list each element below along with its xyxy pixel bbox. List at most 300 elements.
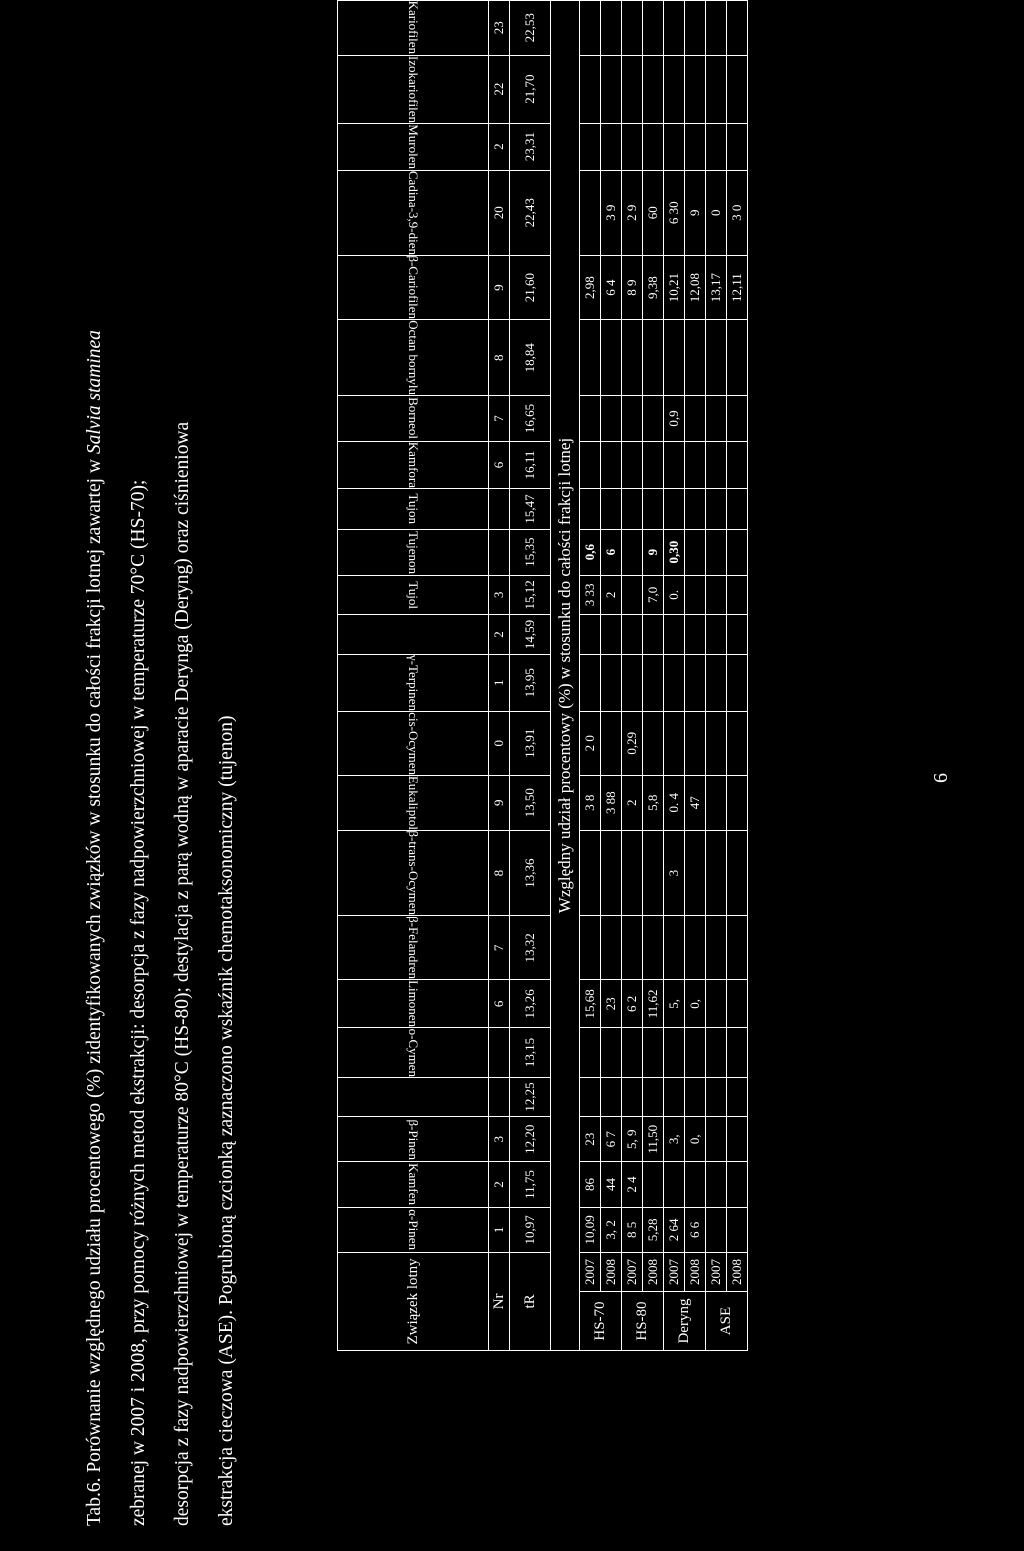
value-cell: 0,9	[664, 396, 685, 442]
compound-name	[338, 320, 489, 396]
value-cell	[727, 1117, 748, 1162]
value-cell: 2 64	[664, 1207, 685, 1252]
value-cell	[664, 1028, 685, 1077]
value-cell	[622, 615, 643, 655]
compound-name-text: Murolen	[406, 124, 421, 170]
compound-name	[338, 441, 489, 489]
value-cell	[622, 123, 643, 170]
value-cell	[601, 396, 622, 442]
compound-name	[338, 123, 489, 170]
tr-cell: 22,53	[510, 1, 551, 56]
method-label: HS-80	[622, 1292, 664, 1351]
tr-cell: 12,20	[510, 1117, 551, 1162]
tr-cell: 13,91	[510, 711, 551, 775]
value-cell: 3 0	[727, 170, 748, 255]
nr-cell: 8	[489, 830, 510, 916]
value-cell: 3	[664, 830, 685, 916]
value-cell	[664, 123, 685, 170]
value-cell	[727, 654, 748, 711]
year-cell: 2008	[643, 1252, 664, 1291]
caption-line-1: Tab.6. Porównanie względnego udziału procentowego (%) zidentyfikowanych związków w stosunku do całości frakcji lotnej zawartej w Salvia staminea	[84, 330, 105, 1526]
value-cell	[727, 529, 748, 575]
nr-cell: 6	[489, 441, 510, 489]
table-row	[643, 1, 664, 1351]
value-cell	[601, 1028, 622, 1077]
compound-name	[338, 489, 489, 529]
value-cell	[727, 980, 748, 1028]
value-cell	[643, 396, 664, 442]
compound-name	[338, 1207, 489, 1252]
compound-name-text: γ-Terpinen	[406, 654, 421, 711]
value-cell: 3 88	[601, 775, 622, 830]
value-cell	[664, 711, 685, 775]
section-row	[551, 1, 580, 1351]
value-cell	[622, 916, 643, 980]
value-cell: 9,38	[643, 255, 664, 320]
value-cell	[580, 441, 601, 489]
value-cell	[622, 529, 643, 575]
table-row	[706, 1, 727, 1351]
value-cell	[685, 396, 706, 442]
value-cell: 0,29	[622, 711, 643, 775]
value-cell	[706, 1162, 727, 1208]
tr-cell: 21,70	[510, 55, 551, 123]
value-cell: 0. 4	[664, 775, 685, 830]
compound-name	[338, 615, 489, 655]
nr-cell	[489, 1028, 510, 1077]
tr-cell: 16,11	[510, 441, 551, 489]
year-cell: 2007	[706, 1252, 727, 1291]
value-cell	[706, 654, 727, 711]
caption-line-2: zebranej w 2007 i 2008, przy pomocy różnych metod ekstrakcji: desorpcja z fazy nadpowierzchniowej w temperaturze 70°C (HS-70);	[128, 479, 149, 1526]
value-cell	[727, 441, 748, 489]
compound-name	[338, 1028, 489, 1077]
tr-cell: 13,95	[510, 654, 551, 711]
value-cell	[643, 441, 664, 489]
value-cell: 5,	[664, 980, 685, 1028]
value-cell	[685, 529, 706, 575]
value-cell	[643, 1, 664, 56]
value-cell	[643, 1162, 664, 1208]
value-cell: 0,	[685, 980, 706, 1028]
value-cell: 9	[685, 170, 706, 255]
compound-name-text: Octan bornylu	[406, 320, 421, 396]
compound-name-text: α-Pinen	[406, 1209, 421, 1251]
value-cell	[727, 1028, 748, 1077]
header-label: Związek lotny	[338, 1252, 489, 1350]
tr-cell: 21,60	[510, 255, 551, 320]
compound-name-text: Tujon	[406, 493, 421, 525]
tr-cell: 15,47	[510, 489, 551, 529]
value-cell	[685, 320, 706, 396]
table-row	[727, 1, 748, 1351]
tr-cell: 13,32	[510, 916, 551, 980]
value-cell: 3 33	[580, 575, 601, 615]
tr-cell: 16,65	[510, 396, 551, 442]
compound-name	[338, 830, 489, 916]
nr-cell: 1	[489, 654, 510, 711]
value-cell: 9	[643, 529, 664, 575]
value-cell	[685, 123, 706, 170]
value-cell: 8 9	[622, 255, 643, 320]
value-cell	[706, 489, 727, 529]
value-cell: 10,21	[664, 255, 685, 320]
value-cell: 6 4	[601, 255, 622, 320]
value-cell	[685, 575, 706, 615]
value-cell: 6 7	[601, 1117, 622, 1162]
value-cell	[601, 489, 622, 529]
tr-cell: 13,50	[510, 775, 551, 830]
value-cell	[664, 320, 685, 396]
value-cell: 3,	[664, 1117, 685, 1162]
year-cell: 2008	[685, 1252, 706, 1291]
tr-cell: 14,59	[510, 615, 551, 655]
nr-cell: 3	[489, 1117, 510, 1162]
value-cell: 6 2	[622, 980, 643, 1028]
value-cell	[706, 1, 727, 56]
value-cell	[643, 1028, 664, 1077]
nr-row	[489, 1, 510, 1351]
compound-name	[338, 255, 489, 320]
value-cell	[706, 1077, 727, 1117]
value-cell: 23	[580, 1117, 601, 1162]
value-cell	[580, 830, 601, 916]
year-cell: 2008	[727, 1252, 748, 1291]
value-cell: 0,6	[580, 529, 601, 575]
value-cell	[727, 916, 748, 980]
compound-table	[337, 0, 748, 1351]
nr-cell: 8	[489, 320, 510, 396]
caption-line-4: ekstrakcja cieczowa (ASE). Pogrubioną czcionką zaznaczono wskaźnik chemotaksonomiczny (tujenon)	[216, 715, 237, 1526]
value-cell	[664, 615, 685, 655]
year-cell: 2007	[664, 1252, 685, 1291]
value-cell: 6 30	[664, 170, 685, 255]
tr-cell: 13,36	[510, 830, 551, 916]
value-cell	[727, 711, 748, 775]
value-cell	[727, 1207, 748, 1252]
compound-name-text: Izokariofilen	[406, 55, 421, 123]
table-row	[601, 1, 622, 1351]
value-cell: 12,11	[727, 255, 748, 320]
tr-cell: 22,43	[510, 170, 551, 255]
header-row	[338, 1, 489, 1351]
compound-name	[338, 396, 489, 442]
value-cell: 0,30	[664, 529, 685, 575]
compound-name-text: Eukaliptol	[406, 775, 421, 830]
value-cell: 2	[622, 775, 643, 830]
value-cell	[643, 55, 664, 123]
value-cell	[643, 654, 664, 711]
compound-name	[338, 654, 489, 711]
compound-name	[338, 980, 489, 1028]
tr-cell: 18,84	[510, 320, 551, 396]
tr-cell: 15,35	[510, 529, 551, 575]
value-cell: 86	[580, 1162, 601, 1208]
value-cell	[685, 615, 706, 655]
value-cell	[601, 711, 622, 775]
value-cell	[706, 916, 727, 980]
value-cell: 15,68	[580, 980, 601, 1028]
value-cell	[622, 55, 643, 123]
year-cell: 2008	[601, 1252, 622, 1291]
value-cell	[643, 123, 664, 170]
compound-name-text: Tujenon	[406, 530, 421, 574]
value-cell: 44	[601, 1162, 622, 1208]
value-cell	[622, 489, 643, 529]
value-cell	[685, 1162, 706, 1208]
value-cell: 0,	[685, 1117, 706, 1162]
value-cell	[727, 123, 748, 170]
compound-name	[338, 529, 489, 575]
tr-cell: 13,26	[510, 980, 551, 1028]
tr-cell: 12,25	[510, 1077, 551, 1117]
nr-cell: 9	[489, 255, 510, 320]
section-title: Względny udział procentowy (%) w stosunku do całości frakcji lotnej	[551, 1, 580, 1351]
nr-cell: 6	[489, 980, 510, 1028]
compound-name-text: Limonen	[406, 980, 421, 1028]
method-label: ASE	[706, 1292, 748, 1351]
value-cell	[643, 711, 664, 775]
compound-name-text: Cadina-3,9-dien	[406, 170, 421, 255]
tr-cell: 11,75	[510, 1162, 551, 1208]
page-number: 6	[930, 773, 952, 783]
value-cell: 11,50	[643, 1117, 664, 1162]
nr-cell: 23	[489, 1, 510, 56]
value-cell	[622, 1028, 643, 1077]
value-cell	[601, 320, 622, 396]
tr-cell: 23,31	[510, 123, 551, 170]
value-cell	[643, 830, 664, 916]
value-cell	[580, 170, 601, 255]
compound-name	[338, 1, 489, 56]
value-cell	[685, 1, 706, 56]
value-cell: 8 5	[622, 1207, 643, 1252]
compound-name	[338, 1162, 489, 1208]
year-cell: 2007	[622, 1252, 643, 1291]
value-cell	[643, 615, 664, 655]
method-label: Deryng	[664, 1292, 706, 1351]
value-cell	[685, 55, 706, 123]
nr-cell	[489, 529, 510, 575]
value-cell	[580, 1028, 601, 1077]
value-cell	[706, 441, 727, 489]
value-cell: 5,28	[643, 1207, 664, 1252]
nr-cell: 2	[489, 123, 510, 170]
nr-cell: 2	[489, 1162, 510, 1208]
nr-cell	[489, 1077, 510, 1117]
value-cell	[706, 775, 727, 830]
compound-name-text: β-Cariofilen	[406, 255, 421, 320]
value-cell: 2 4	[622, 1162, 643, 1208]
tr-label: tR	[510, 1252, 551, 1350]
value-cell	[706, 1207, 727, 1252]
value-cell	[622, 1077, 643, 1117]
value-cell	[622, 1, 643, 56]
value-cell	[601, 916, 622, 980]
value-cell	[727, 396, 748, 442]
value-cell	[580, 489, 601, 529]
value-cell	[622, 575, 643, 615]
value-cell: 3 9	[601, 170, 622, 255]
compound-name-text: o-Cymen	[406, 1028, 421, 1077]
compound-name-text: Borneol	[406, 397, 421, 440]
value-cell: 12,08	[685, 255, 706, 320]
compound-name-text: β-Felandren	[406, 916, 421, 980]
method-label: HS-70	[580, 1292, 622, 1351]
nr-cell: 0	[489, 711, 510, 775]
value-cell	[643, 320, 664, 396]
value-cell	[727, 1077, 748, 1117]
compound-name	[338, 1077, 489, 1117]
tr-cell: 13,15	[510, 1028, 551, 1077]
compound-name-text: Kamfora	[406, 441, 421, 489]
value-cell	[727, 1, 748, 56]
caption-line-3: desorpcja z fazy nadpowierzchniowej w temperaturze 80°C (HS-80); destylacja z parą wodną w aparacie Derynga (Deryng) oraz ciśnieniowa	[172, 421, 193, 1526]
value-cell	[664, 489, 685, 529]
value-cell	[664, 1077, 685, 1117]
value-cell	[685, 654, 706, 711]
value-cell: 0	[706, 170, 727, 255]
compound-name-text: Kariofilen	[406, 1, 421, 55]
value-cell: 11,62	[643, 980, 664, 1028]
value-cell	[664, 1, 685, 56]
table-row	[685, 1, 706, 1351]
compound-name-text: Kamfen	[406, 1163, 421, 1206]
nr-cell: 2	[489, 615, 510, 655]
value-cell: 5, 9	[622, 1117, 643, 1162]
value-cell	[580, 320, 601, 396]
value-cell: 60	[643, 170, 664, 255]
nr-cell: 3	[489, 575, 510, 615]
value-cell	[601, 654, 622, 711]
nr-cell: 7	[489, 396, 510, 442]
value-cell	[580, 1, 601, 56]
value-cell	[580, 615, 601, 655]
value-cell: 3, 2	[601, 1207, 622, 1252]
compound-name-text: β-trans-Ocymen	[406, 830, 421, 916]
nr-cell: 20	[489, 170, 510, 255]
value-cell	[685, 916, 706, 980]
table-row	[664, 1, 685, 1351]
value-cell	[601, 830, 622, 916]
value-cell	[706, 396, 727, 442]
value-cell	[685, 830, 706, 916]
value-cell	[580, 916, 601, 980]
value-cell	[685, 441, 706, 489]
value-cell	[601, 1, 622, 56]
value-cell: 23	[601, 980, 622, 1028]
value-cell	[622, 654, 643, 711]
value-cell: 10,09	[580, 1207, 601, 1252]
compound-name	[338, 711, 489, 775]
value-cell	[601, 123, 622, 170]
table-row	[622, 1, 643, 1351]
value-cell	[727, 775, 748, 830]
tr-cell: 15,12	[510, 575, 551, 615]
value-cell	[622, 441, 643, 489]
tr-row	[510, 1, 551, 1351]
value-cell	[664, 55, 685, 123]
value-cell	[580, 123, 601, 170]
nr-cell	[489, 489, 510, 529]
compound-name-text: cis-Ocymen	[406, 711, 421, 775]
value-cell	[706, 711, 727, 775]
value-cell	[580, 55, 601, 123]
value-cell	[664, 654, 685, 711]
value-cell: 2 0	[580, 711, 601, 775]
value-cell	[643, 1077, 664, 1117]
value-cell	[727, 320, 748, 396]
value-cell	[706, 830, 727, 916]
nr-cell: 9	[489, 775, 510, 830]
tr-cell: 10,97	[510, 1207, 551, 1252]
value-cell	[580, 654, 601, 711]
value-cell: 6 6	[685, 1207, 706, 1252]
value-cell	[706, 320, 727, 396]
value-cell	[706, 615, 727, 655]
value-cell	[727, 575, 748, 615]
nr-cell: 7	[489, 916, 510, 980]
value-cell: 0.	[664, 575, 685, 615]
value-cell	[685, 1028, 706, 1077]
value-cell	[706, 980, 727, 1028]
value-cell: 2,98	[580, 255, 601, 320]
value-cell	[706, 55, 727, 123]
value-cell	[706, 575, 727, 615]
value-cell	[664, 441, 685, 489]
value-cell	[706, 123, 727, 170]
nr-cell: 1	[489, 1207, 510, 1252]
value-cell: 3 8	[580, 775, 601, 830]
compound-name-text: Tujol	[406, 581, 421, 609]
value-cell	[580, 396, 601, 442]
value-cell	[727, 1162, 748, 1208]
value-cell	[685, 489, 706, 529]
value-cell	[601, 615, 622, 655]
value-cell	[706, 529, 727, 575]
value-cell	[727, 55, 748, 123]
value-cell: 5,8	[643, 775, 664, 830]
value-cell: 2 9	[622, 170, 643, 255]
year-cell: 2007	[580, 1252, 601, 1291]
nr-cell: 22	[489, 55, 510, 123]
value-cell	[643, 489, 664, 529]
compound-name	[338, 775, 489, 830]
value-cell	[685, 711, 706, 775]
table-row	[580, 1, 601, 1351]
compound-name	[338, 1117, 489, 1162]
value-cell	[664, 916, 685, 980]
value-cell	[727, 615, 748, 655]
value-cell	[643, 916, 664, 980]
nr-label: Nr	[489, 1252, 510, 1350]
compound-name	[338, 55, 489, 123]
value-cell	[664, 1162, 685, 1208]
value-cell	[601, 55, 622, 123]
compound-name	[338, 575, 489, 615]
compound-name	[338, 170, 489, 255]
value-cell	[706, 1028, 727, 1077]
value-cell	[622, 830, 643, 916]
value-cell	[601, 441, 622, 489]
compound-name-text: β-Pinen	[406, 1118, 421, 1160]
value-cell	[622, 320, 643, 396]
value-cell	[727, 489, 748, 529]
value-cell	[580, 1077, 601, 1117]
value-cell	[622, 396, 643, 442]
value-cell	[601, 1077, 622, 1117]
value-cell	[685, 1077, 706, 1117]
